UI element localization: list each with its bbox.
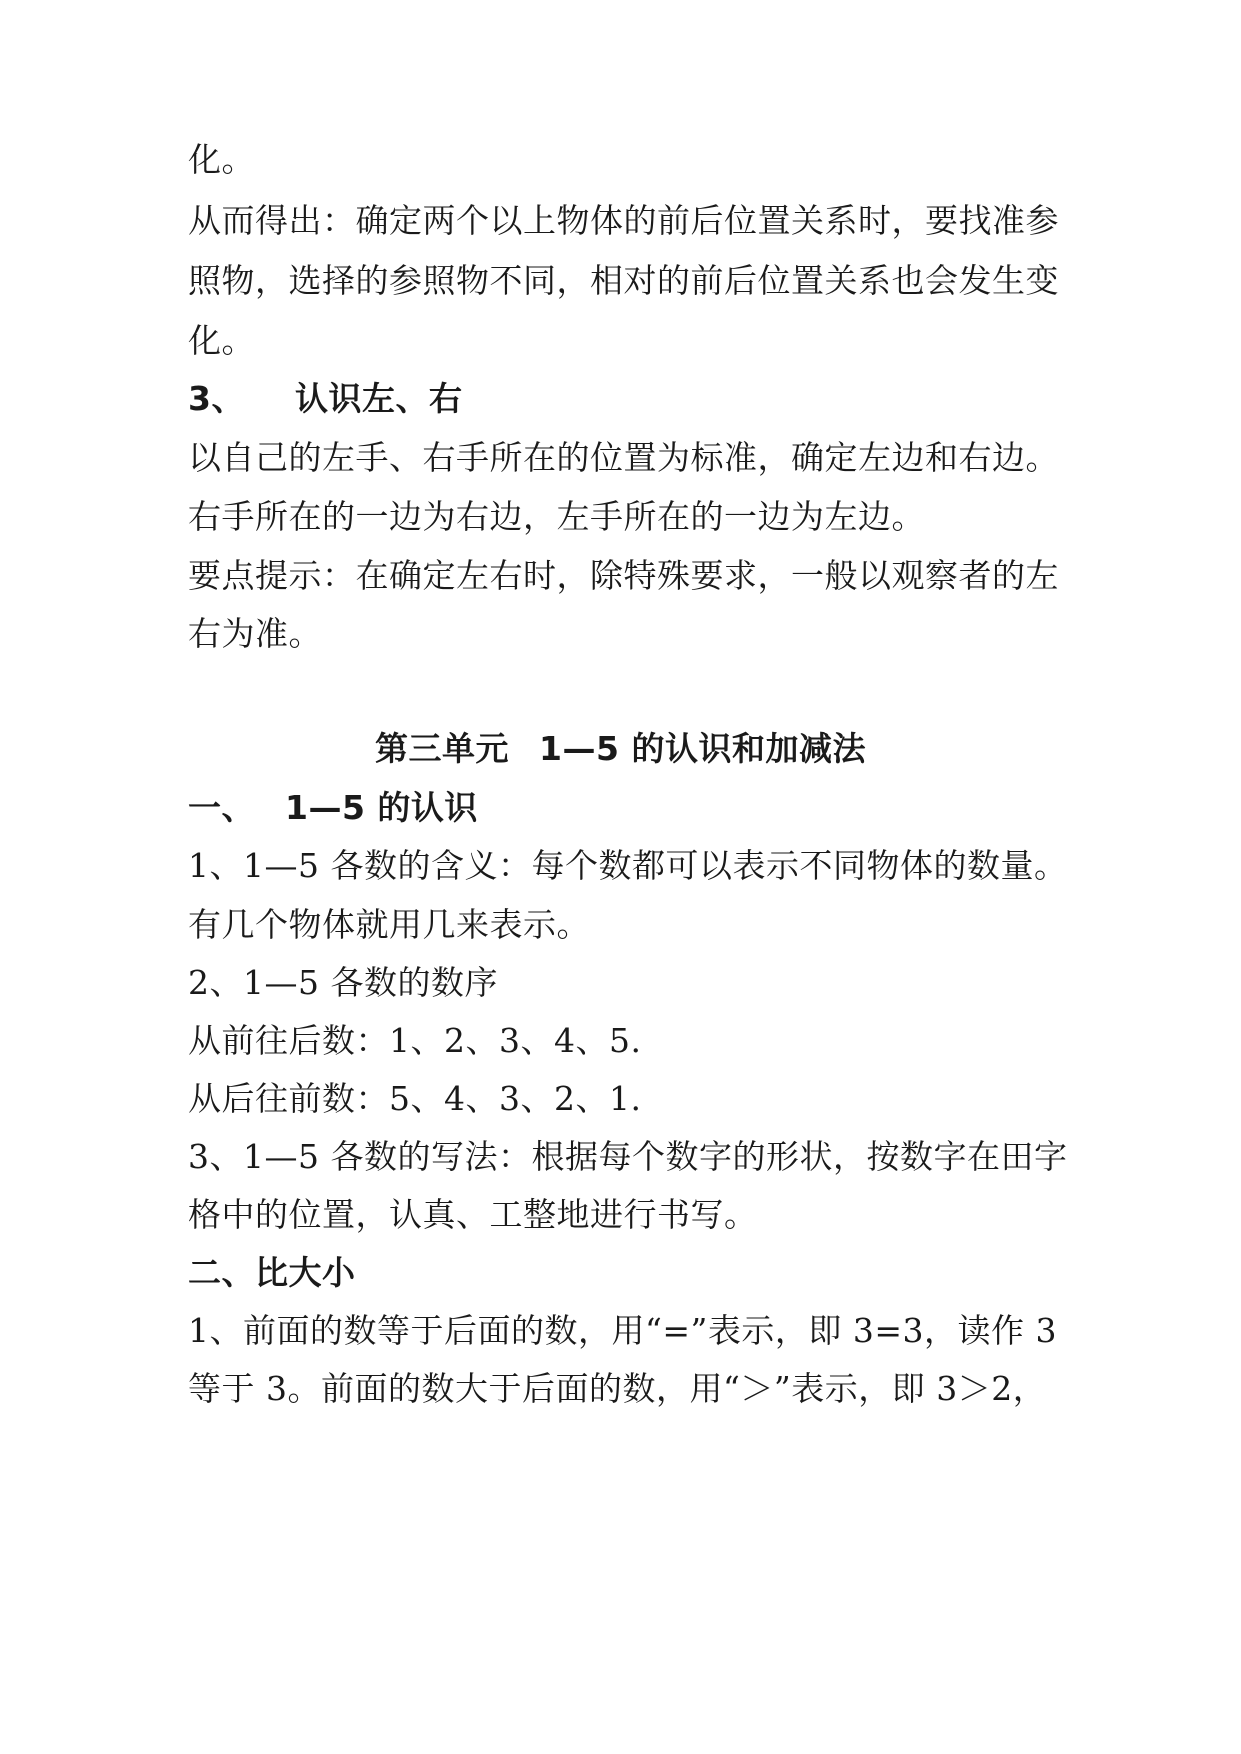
- text-line: 有几个物体就用几来表示。: [188, 905, 590, 944]
- section-heading-left-right: [188, 379, 1068, 419]
- tip-line: 右为准。: [188, 614, 322, 653]
- text-line: 从后往前数：5、4、3、2、1.: [188, 1079, 642, 1118]
- conclusion-line: 照物，选择的参照物不同，相对的前后位置关系也会发生变: [188, 261, 1059, 300]
- section-number: 3、: [188, 379, 245, 418]
- text-line: 从前往后数：1、2、3、4、5.: [188, 1021, 642, 1060]
- text-line: 1、1—5 各数的含义：每个数都可以表示不同物体的数量。: [188, 846, 1068, 885]
- text-line: 右手所在的一边为右边，左手所在的一边为左边。: [188, 497, 925, 536]
- part-title: 1—5 的认识: [285, 788, 478, 827]
- text-line: 1、前面的数等于后面的数，用“=”表示，即 3=3，读作 3: [188, 1311, 1058, 1350]
- part-number: 一、: [188, 788, 255, 827]
- tip-line: 要点提示：在确定左右时，除特殊要求，一般以观察者的左: [188, 556, 1059, 595]
- text-line: 格中的位置，认真、工整地进行书写。: [188, 1195, 758, 1234]
- text-line: 3、1—5 各数的写法：根据每个数字的形状，按数字在田字: [188, 1137, 1068, 1176]
- conclusion-line: 化。: [188, 321, 255, 360]
- unit-title: [0, 729, 1241, 769]
- text-line: 以自己的左手、右手所在的位置为标准，确定左边和右边。: [188, 438, 1059, 477]
- text-line: 等于 3。前面的数大于后面的数，用“＞”表示，即 3＞2，: [188, 1369, 1047, 1408]
- unit-label: 第三单元: [375, 729, 510, 768]
- text-line: 化。: [188, 140, 255, 179]
- text-line: 2、1—5 各数的数序: [188, 963, 498, 1002]
- section-title: 认识左、右: [294, 379, 463, 418]
- part-heading-1: [188, 788, 1068, 828]
- unit-subtitle: 1—5 的认识和加减法: [539, 729, 866, 768]
- conclusion-line: 从而得出：确定两个以上物体的前后位置关系时，要找准参: [188, 201, 1059, 240]
- part-heading-2: 二、比大小: [188, 1253, 356, 1292]
